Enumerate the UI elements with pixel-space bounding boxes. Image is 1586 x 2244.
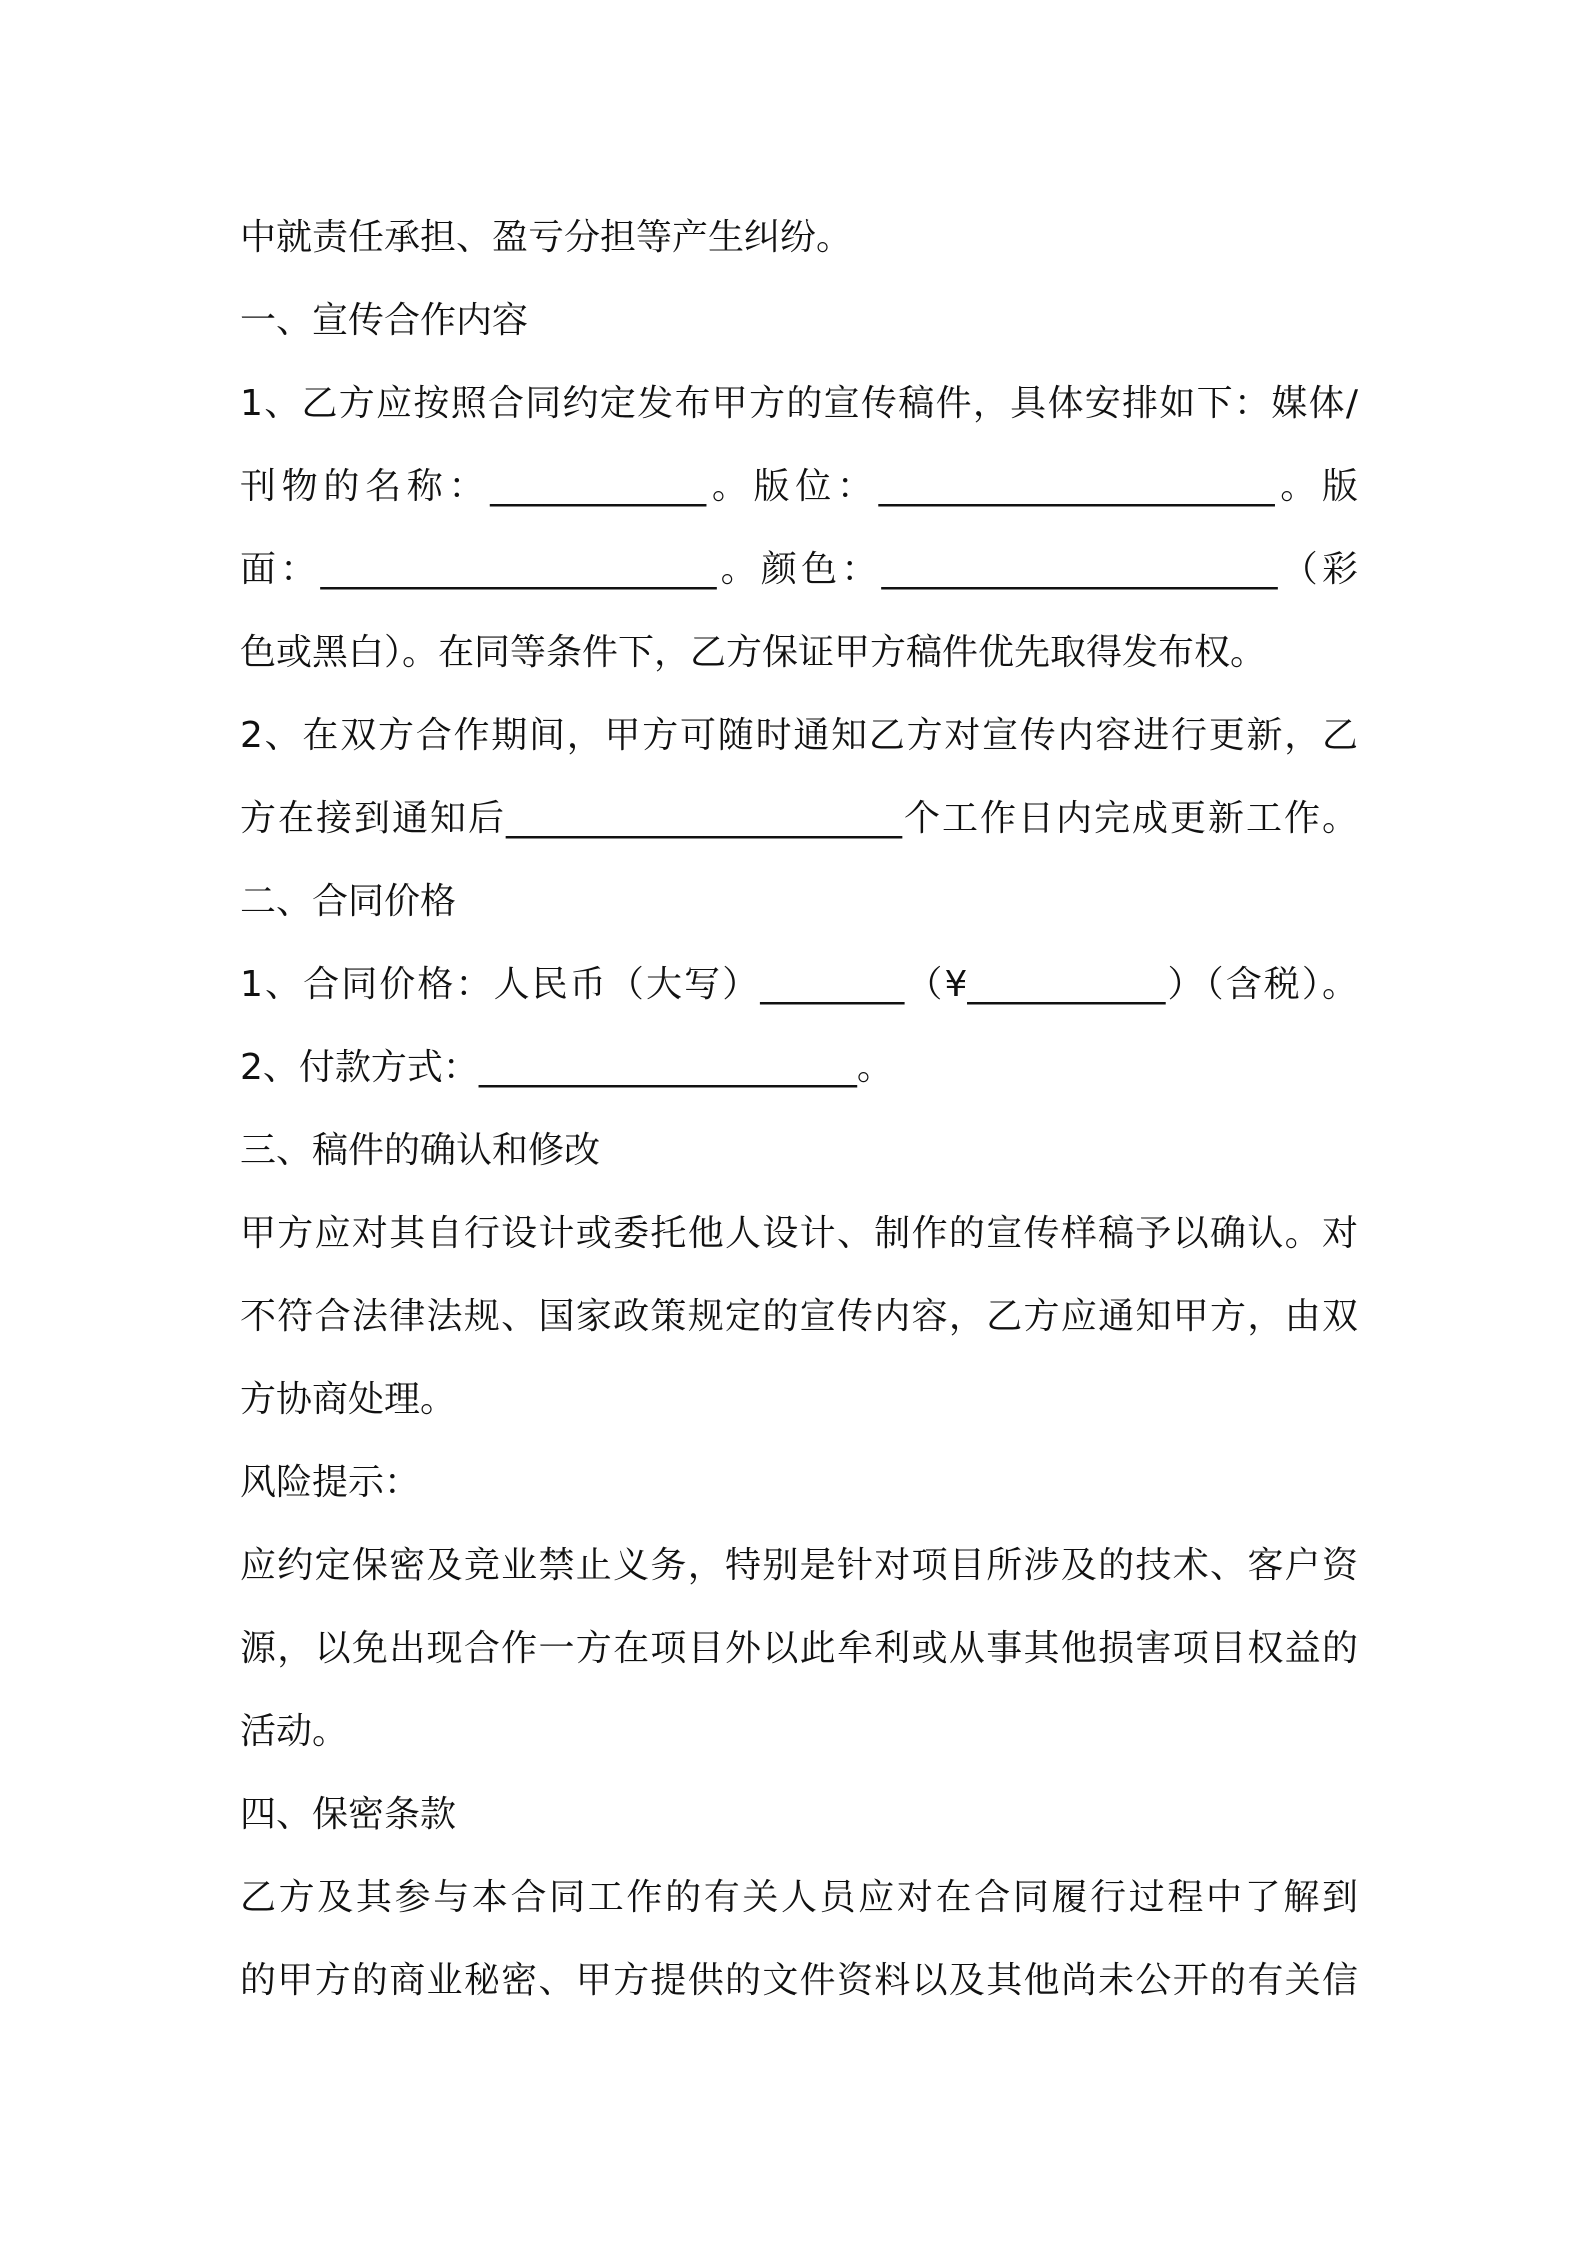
text-line-6: 色或黑白）。在同等条件下，乙方保证甲方稿件优先取得发布权。 <box>240 632 1267 673</box>
text-line-22: 的甲方的商业秘密、甲方提供的文件资料以及其他尚未公开的有关信 <box>240 1960 1358 2001</box>
text-line-7: 2、在双方合作期间，甲方可随时通知乙方对宣传内容进行更新，乙 <box>240 715 1358 756</box>
text-line-8: 方在接到通知后______________________个工作日内完成更新工作。 <box>240 798 1358 839</box>
risk-notice-heading: 风险提示： <box>240 1462 421 1503</box>
text-line-18: 源，以免出现合作一方在项目外以此牟利或从事其他损害项目权益的 <box>240 1628 1358 1669</box>
section-heading-confirmation: 三、稿件的确认和修改 <box>240 1130 601 1171</box>
text-line-15: 方协商处理。 <box>240 1379 457 1420</box>
text-line-13: 甲方应对其自行设计或委托他人设计、制作的宣传样稿予以确认。对 <box>240 1213 1358 1254</box>
section-heading-confidentiality: 四、保密条款 <box>240 1794 457 1835</box>
text-line-5: 面：______________________。颜色：______________________（彩 <box>240 549 1358 590</box>
contract-page <box>240 196 1358 2022</box>
text-line-4: 刊物的名称：____________。版位：______________________。版 <box>240 466 1358 507</box>
text-line-3: 1、乙方应按照合同约定发布甲方的宣传稿件，具体安排如下：媒体/ <box>240 383 1358 424</box>
section-heading-content: 一、宣传合作内容 <box>240 300 529 341</box>
text-line-11: 2、付款方式：_____________________。 <box>240 1047 893 1088</box>
text-line-17: 应约定保密及竞业禁止义务，特别是针对项目所涉及的技术、客户资 <box>240 1545 1358 1586</box>
text-line-19: 活动。 <box>240 1711 349 1752</box>
text-line-10: 1、合同价格：人民币（大写）________（¥___________）（含税）。 <box>240 964 1358 1005</box>
text-line-21: 乙方及其参与本合同工作的有关人员应对在合同履行过程中了解到 <box>240 1877 1358 1918</box>
text-line-1: 中就责任承担、盈亏分担等产生纠纷。 <box>240 217 853 258</box>
text-line-14: 不符合法律法规、国家政策规定的宣传内容，乙方应通知甲方，由双 <box>240 1296 1358 1337</box>
section-heading-price: 二、合同价格 <box>240 881 457 922</box>
